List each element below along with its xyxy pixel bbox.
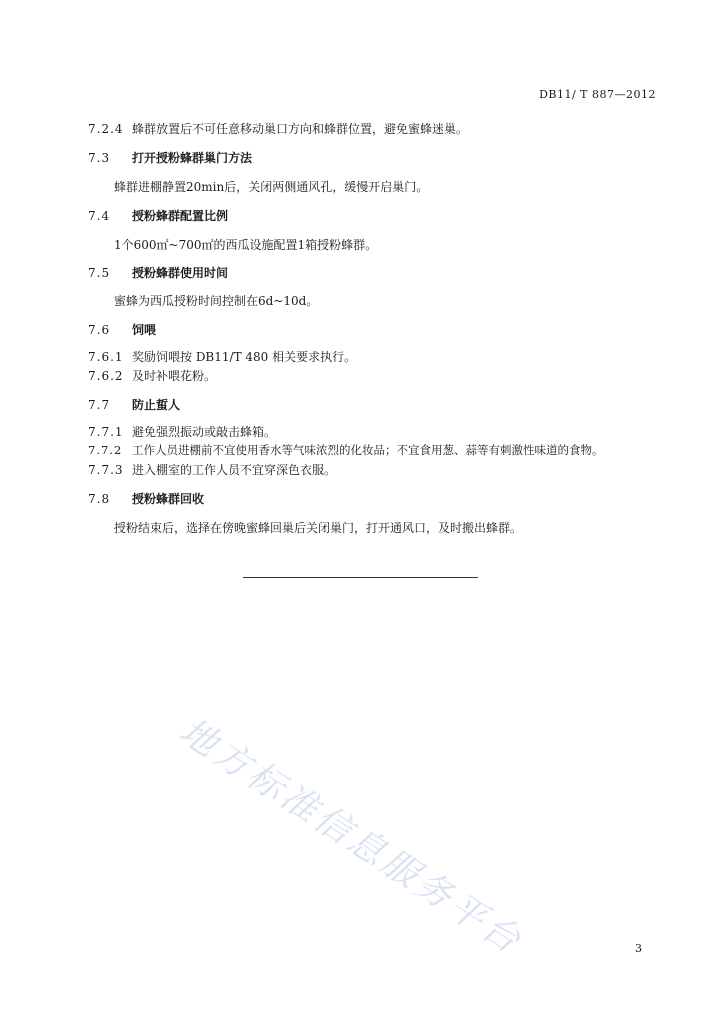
section-heading-7-7 bbox=[88, 396, 180, 413]
section-number: 7.7 bbox=[88, 398, 111, 412]
section-heading-7-3 bbox=[88, 149, 252, 166]
document-code: DB11/ T 887—2012 bbox=[539, 88, 656, 101]
clause-7-7-3 bbox=[88, 461, 336, 478]
clause-number: 7.6.2 bbox=[88, 369, 124, 383]
clause-7-6-2 bbox=[88, 367, 216, 384]
page-number: 3 bbox=[635, 942, 642, 955]
clause-number: 7.7.3 bbox=[88, 463, 124, 477]
clause-7-7-2 bbox=[88, 442, 604, 458]
section-title: 饲喂 bbox=[132, 323, 157, 337]
section-title: 授粉蜂群使用时间 bbox=[132, 266, 229, 280]
section-number: 7.6 bbox=[88, 323, 111, 337]
clause-number: 7.7.1 bbox=[88, 425, 124, 439]
end-divider bbox=[243, 577, 478, 578]
section-title: 授粉蜂群回收 bbox=[132, 492, 205, 506]
clause-7-2-4 bbox=[88, 120, 468, 137]
clause-text: 避免强烈振动或敲击蜂箱。 bbox=[132, 425, 277, 439]
paragraph: 蜜蜂为西瓜授粉时间控制在6d~10d。 bbox=[114, 294, 319, 308]
clause-text: 奖励饲喂按 DB11/T 480 相关要求执行。 bbox=[132, 350, 357, 364]
clause-number: 7.6.1 bbox=[88, 350, 124, 364]
watermark: 地方标准信息服务平台 bbox=[172, 710, 531, 964]
section-number: 7.5 bbox=[88, 266, 111, 280]
section-title: 防止蜇人 bbox=[132, 398, 181, 412]
clause-number: 7.7.2 bbox=[88, 443, 123, 457]
clause-text: 蜂群放置后不可任意移动巢口方向和蜂群位置，避免蜜蜂迷巢。 bbox=[132, 122, 469, 136]
clause-text: 工作人员进棚前不宜使用香水等气味浓烈的化妆品；不宜食用葱、蒜等有刺激性味道的食物。 bbox=[132, 443, 604, 457]
section-heading-7-4 bbox=[88, 207, 228, 224]
clause-text: 及时补喂花粉。 bbox=[132, 369, 217, 383]
section-heading-7-5 bbox=[88, 264, 228, 281]
clause-text: 进入棚室的工作人员不宜穿深色衣服。 bbox=[132, 463, 337, 477]
section-number: 7.8 bbox=[88, 492, 111, 506]
section-title: 授粉蜂群配置比例 bbox=[132, 209, 229, 223]
clause-7-6-1 bbox=[88, 348, 356, 365]
paragraph: 1个600㎡~700㎡的西瓜设施配置1箱授粉蜂群。 bbox=[114, 238, 378, 252]
clause-7-7-1 bbox=[88, 423, 276, 440]
section-heading-7-8 bbox=[88, 490, 204, 507]
section-number: 7.4 bbox=[88, 209, 111, 223]
section-number: 7.3 bbox=[88, 151, 111, 165]
paragraph: 授粉结束后，选择在傍晚蜜蜂回巢后关闭巢门，打开通风口，及时搬出蜂群。 bbox=[114, 521, 523, 535]
paragraph: 蜂群进棚静置20min后，关闭两侧通风孔，缓慢开启巢门。 bbox=[114, 180, 429, 194]
section-title: 打开授粉蜂群巢门方法 bbox=[132, 151, 253, 165]
section-heading-7-6 bbox=[88, 321, 156, 338]
clause-number: 7.2.4 bbox=[88, 122, 124, 136]
